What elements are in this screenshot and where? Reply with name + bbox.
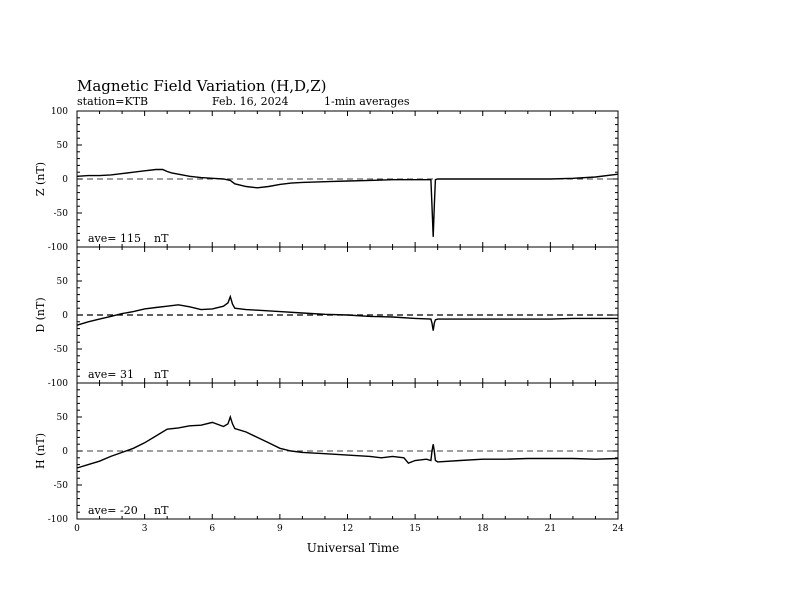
station-label: station=KTB: [77, 95, 149, 108]
ave-unit: nT: [154, 368, 169, 381]
y-tick-label: -50: [53, 209, 68, 219]
y-tick-label: 50: [56, 141, 68, 151]
y-tick-label: -100: [47, 243, 68, 253]
x-tick-label: 15: [409, 524, 421, 534]
y-tick-label: 50: [56, 277, 68, 287]
x-tick-label: 18: [477, 524, 489, 534]
y-tick-label: 50: [56, 413, 68, 423]
y-axis-label: Z (nT): [34, 161, 47, 197]
series-line: [77, 417, 618, 468]
x-tick-label: 9: [277, 524, 283, 534]
y-tick-label: -50: [53, 481, 68, 491]
y-tick-label: 0: [62, 447, 68, 457]
x-tick-label: 12: [341, 524, 354, 534]
ave-value: ave= 31: [88, 368, 134, 381]
x-tick-label: 21: [544, 524, 557, 534]
date-label: Feb. 16, 2024: [212, 95, 289, 108]
ave-unit: nT: [154, 504, 169, 517]
panel-2: [34, 383, 618, 525]
x-tick-label: 24: [612, 524, 624, 534]
x-axis: [74, 524, 624, 534]
x-tick-label: 3: [141, 524, 148, 534]
y-tick-label: -50: [53, 345, 68, 355]
y-tick-label: 0: [62, 311, 68, 321]
y-tick-label: -100: [47, 515, 68, 525]
y-tick-label: 0: [62, 175, 68, 185]
ave-value: ave= -20: [88, 504, 138, 517]
series-line: [77, 170, 618, 237]
panel-0: [34, 107, 618, 253]
y-tick-label: -100: [47, 379, 68, 389]
panel-1: [34, 247, 618, 389]
ave-value: ave= 115: [88, 232, 141, 245]
x-axis-label: Universal Time: [306, 541, 400, 555]
series-line: [77, 297, 618, 331]
x-tick-label: 6: [209, 524, 216, 534]
ave-unit: nT: [154, 232, 169, 245]
averaging-label: 1-min averages: [324, 95, 410, 108]
y-axis-label: D (nT): [34, 297, 47, 333]
chart-title: Magnetic Field Variation (H,D,Z): [77, 77, 327, 95]
y-tick-label: 100: [50, 107, 68, 117]
x-tick-label: 0: [74, 524, 80, 534]
y-axis-label: H (nT): [34, 432, 47, 470]
panels-group: [34, 107, 618, 525]
